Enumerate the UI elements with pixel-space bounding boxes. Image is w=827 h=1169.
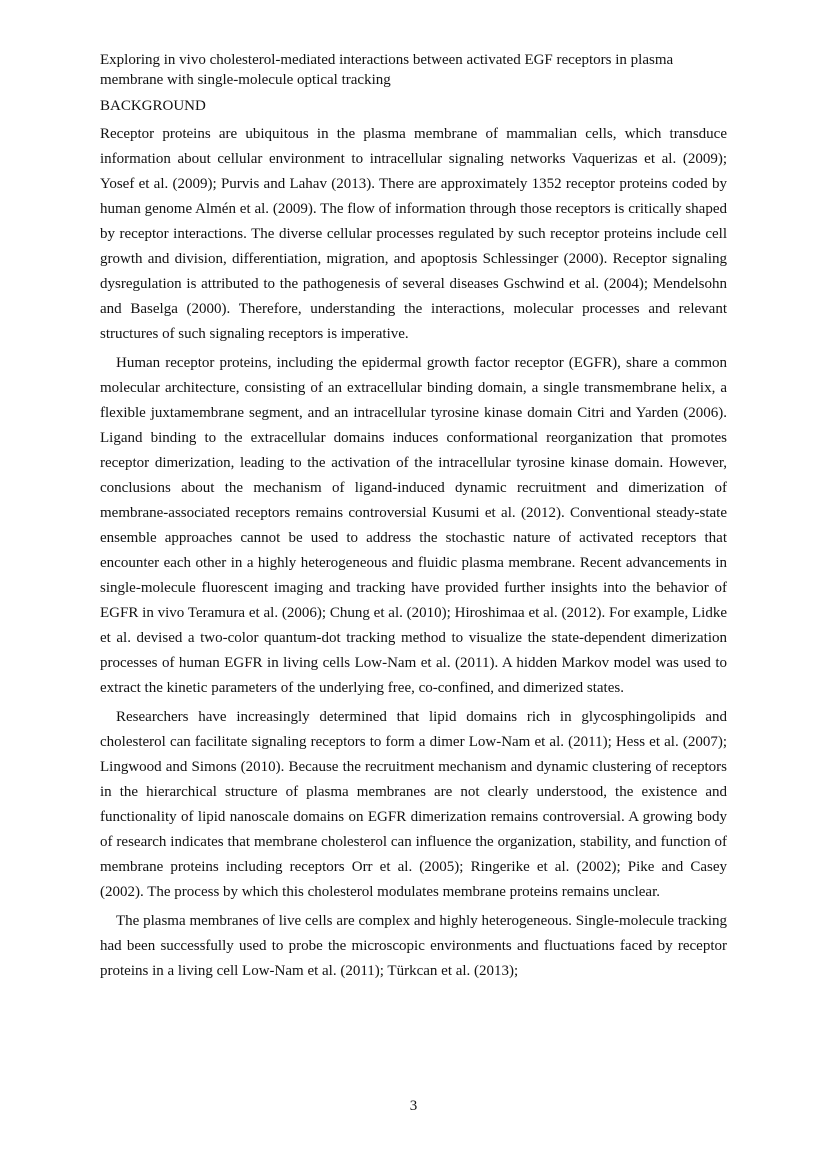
running-title: Exploring in vivo cholesterol-mediated interactions between activated EGF receptors in plasma membrane with single-molecule optical tracking [100,52,674,88]
page-content [100,50,727,988]
paragraph: Human receptor proteins, including the epidermal growth factor receptor (EGFR), share a common molecular architecture, consisting of an extracellular binding domain, a single transmembrane helix, a flexible juxtamembrane segment, and an intracellular tyrosine kinase domain Citri and Yarden (2006). Ligand binding to the extracellular domains induces conformational reorganization that promotes receptor dimerization, leading to the activation of the intracellular tyrosine kinase domain. However, conclusions about the mechanism of ligand-induced dynamic recruitment and dimerization of membrane-associated receptors remains controversial Kusumi et al. (2012). Conventional steady-state ensemble approaches cannot be used to address the stochastic nature of activated receptors that encounter each other in a highly heterogeneous and fluidic plasma membrane. Recent advancements in single-molecule fluorescent imaging and tracking have provided further insights into the behavior of EGFR in vivo Teramura et al. (2006); Chung et al. (2010); Hiroshimaa et al. (2012). For example, Lidke et al. devised a two-color quantum-dot tracking method to visualize the state-dependent dimerization processes of human EGFR in living cells Low-Nam et al. (2011). A hidden Markov model was used to extract the kinetic parameters of the underlying free, co-confined, and dimerized states. [100,355,727,696]
page-number: 3 [409,1098,418,1114]
section-heading: BACKGROUND [100,98,206,114]
paragraph: Receptor proteins are ubiquitous in the plasma membrane of mammalian cells, which transduce information about cellular environment to intracellular signaling networks Vaquerizas et al. (2009); Yosef et al. (2009); Purvis and Lahav (2013). There are approximately 1352 receptor proteins coded by human genome Almén et al. (2009). The flow of information through those receptors is critically shaped by receptor interactions. The diverse cellular processes regulated by such receptor proteins include cell growth and division, differentiation, migration, and apoptosis Schlessinger (2000). Receptor signaling dysregulation is attributed to the pathogenesis of several diseases Gschwind et al. (2004); Mendelsohn and Baselga (2000). Therefore, understanding the interactions, molecular processes and relevant structures of such signaling receptors is imperative. [100,126,727,342]
paragraph: Researchers have increasingly determined that lipid domains rich in glycosphingolipids and cholesterol can facilitate signaling receptors to form a dimer Low-Nam et al. (2011); Hess et al. (2007); Lingwood and Simons (2010). Because the recruitment mechanism and dynamic clustering of receptors in the hierarchical structure of plasma membranes are not clearly understood, the existence and functionality of lipid nanoscale domains on EGFR dimerization remains controversial. A growing body of research indicates that membrane cholesterol can influence the organization, stability, and function of membrane proteins including receptors Orr et al. (2005); Ringerike et al. (2002); Pike and Casey (2002). The process by which this cholesterol modulates membrane proteins remains unclear. [100,709,727,900]
paragraph: The plasma membranes of live cells are complex and highly heterogeneous. Single-molecule tracking had been successfully used to probe the microscopic environments and fluctuations faced by receptor proteins in a living cell Low-Nam et al. (2011); Türkcan et al. (2013); [100,913,727,979]
